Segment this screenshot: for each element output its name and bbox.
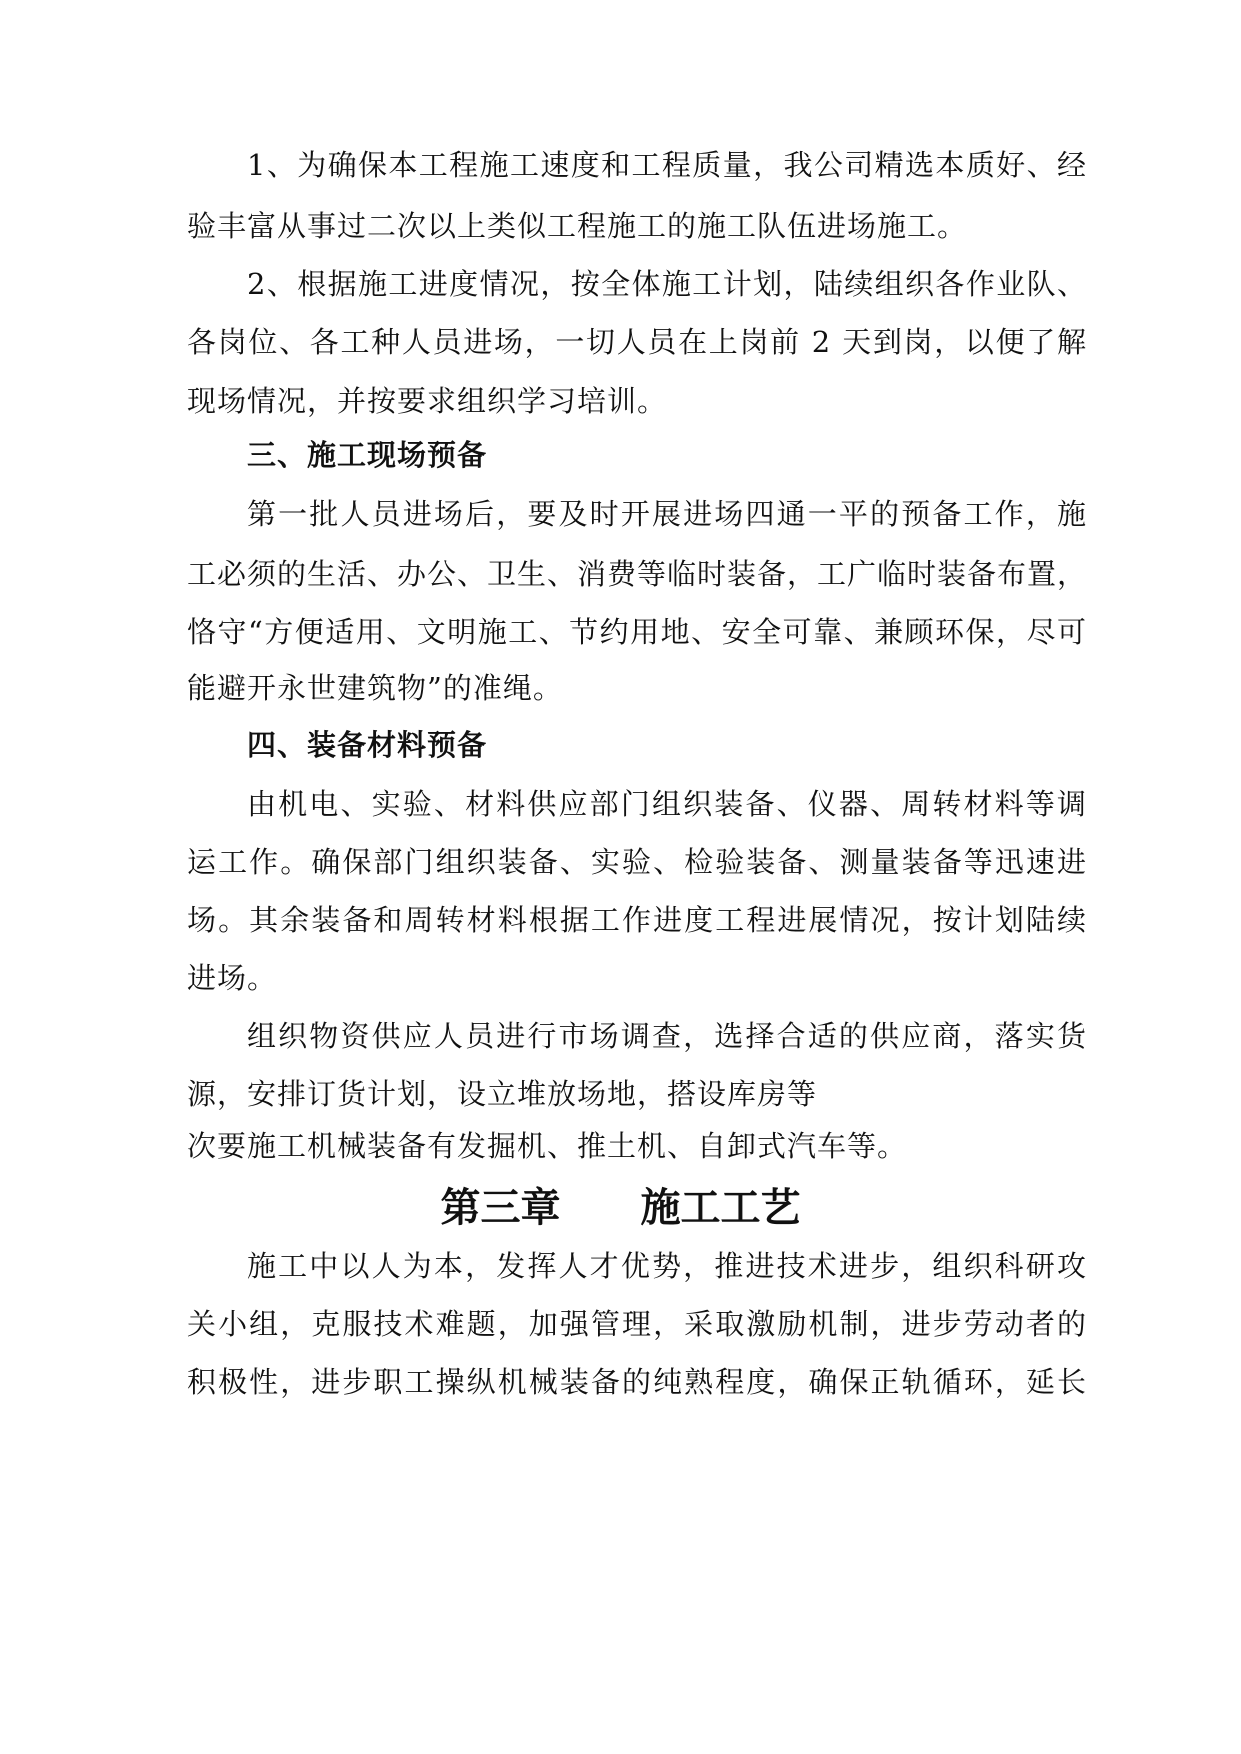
paragraph-line: 次要施工机械装备有发掘机、推土机、自卸式汽车等。 bbox=[187, 1129, 908, 1163]
paragraph-line: 进场。 bbox=[187, 961, 278, 995]
paragraph-line: 验丰富从事过二次以上类似工程施工的施工队伍进场施工。 bbox=[187, 209, 968, 243]
paragraph-line: 组织物资供应人员进行市场调查，选择合适的供应商，落实货 bbox=[247, 1019, 1087, 1053]
paragraph-line: 运工作。确保部门组织装备、实验、检验装备、测量装备等迅速进 bbox=[187, 845, 1087, 879]
paragraph-line: 能避开永世建筑物”的准绳。 bbox=[187, 671, 563, 705]
paragraph-line: 施工中以人为本，发挥人才优势，推进技术进步，组织科研攻 bbox=[247, 1249, 1087, 1283]
paragraph-line: 现场情况，并按要求组织学习培训。 bbox=[187, 384, 668, 418]
paragraph-line: 恪守“方便适用、文明施工、节约用地、安全可靠、兼顾环保，尽可 bbox=[187, 615, 1087, 649]
section-heading: 四、装备材料预备 bbox=[247, 728, 488, 762]
paragraph-line: 由机电、实验、材料供应部门组织装备、仪器、周转材料等调 bbox=[247, 787, 1087, 821]
paragraph-line: 源，安排订货计划，设立堆放场地，搭设库房等 bbox=[187, 1077, 818, 1111]
paragraph-line: 场。其余装备和周转材料根据工作进度工程进展情况，按计划陆续 bbox=[187, 903, 1087, 937]
paragraph-line: 第一批人员进场后，要及时开展进场四通一平的预备工作，施 bbox=[247, 497, 1087, 531]
section-heading: 三、施工现场预备 bbox=[247, 438, 488, 472]
paragraph-line: 工必须的生活、办公、卫生、消费等临时装备，工广临时装备布置， bbox=[187, 557, 1088, 591]
chapter-title: 第三章 施工工艺 bbox=[440, 1184, 801, 1231]
paragraph-line: 关小组，克服技术难题，加强管理，采取激励机制，进步劳动者的 bbox=[187, 1307, 1087, 1341]
paragraph-line: 1、为确保本工程施工速度和工程质量，我公司精选本质好、经 bbox=[247, 148, 1087, 182]
paragraph-line: 2、根据施工进度情况，按全体施工计划，陆续组织各作业队、 bbox=[247, 267, 1087, 301]
paragraph-line: 积极性，进步职工操纵机械装备的纯熟程度，确保正轨循环，延长 bbox=[187, 1365, 1087, 1399]
paragraph-line: 各岗位、各工种人员进场，一切人员在上岗前 2 天到岗，以便了解 bbox=[187, 325, 1087, 359]
